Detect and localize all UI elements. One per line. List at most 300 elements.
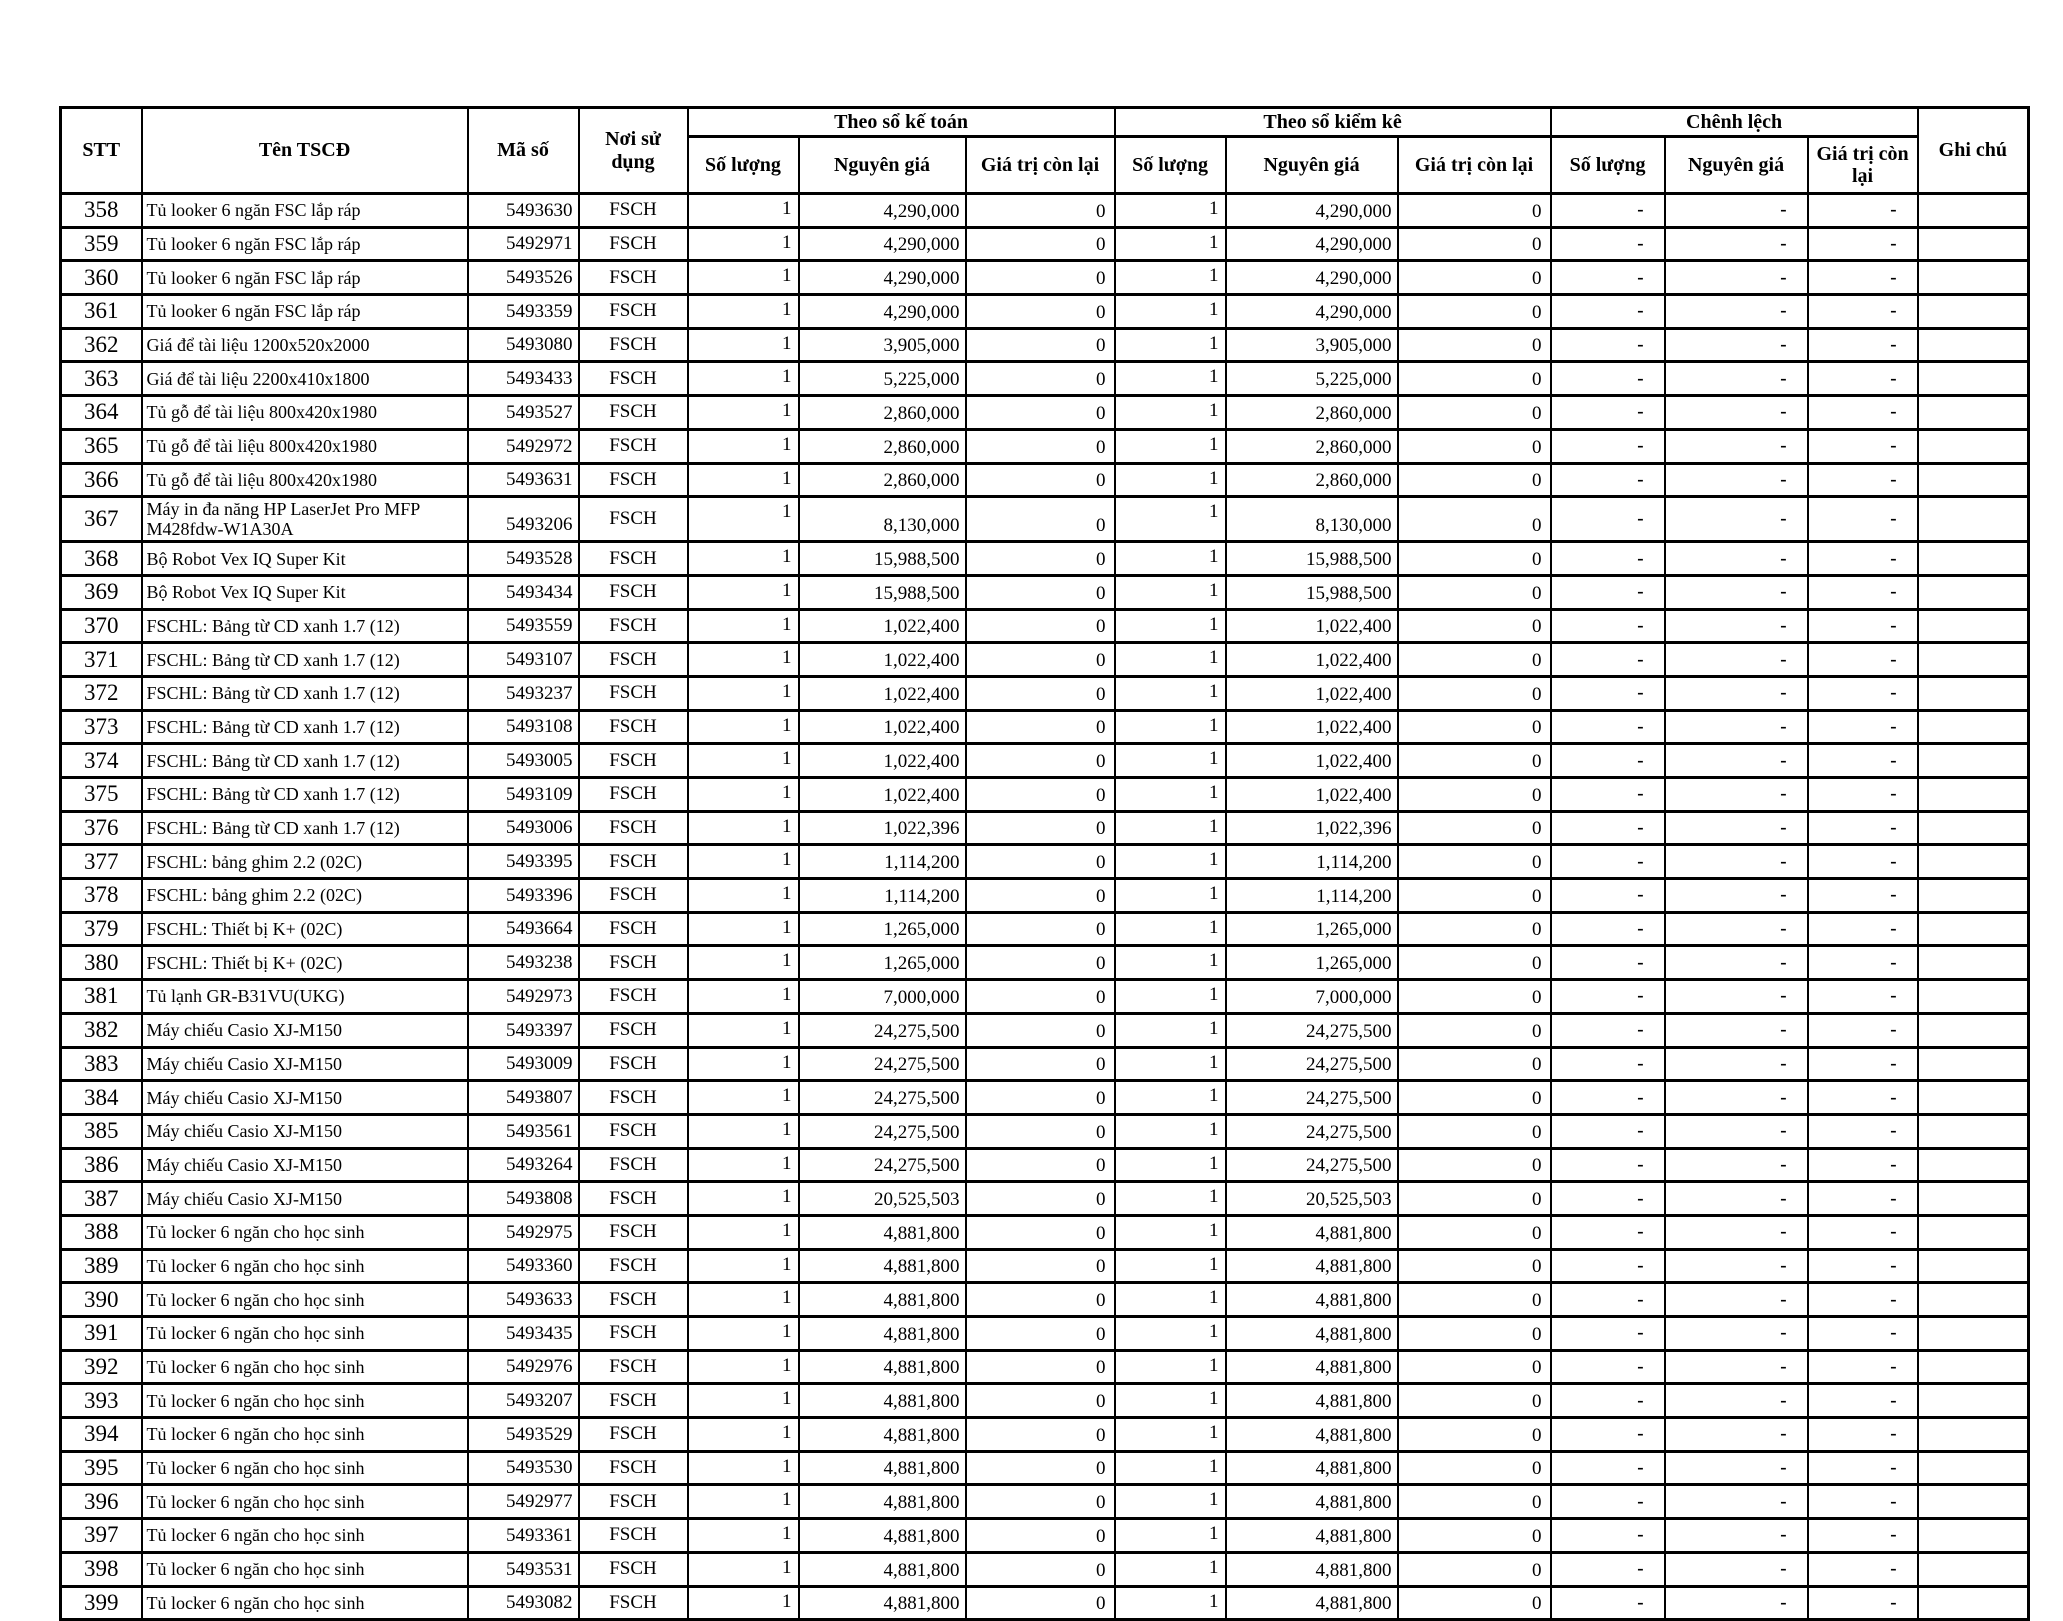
cell-ghi-chu [1918, 1552, 2029, 1586]
cell-ghi-chu [1918, 811, 2029, 845]
table-row [61, 643, 2029, 677]
cell-gia-tri-con-lai-kiem-ke: 0 [1398, 1552, 1551, 1586]
cell-so-luong-chenh-lech: - [1551, 1384, 1665, 1418]
cell-so-luong-kiem-ke: 1 [1115, 542, 1226, 576]
cell-nguyen-gia-chenh-lech: - [1665, 744, 1808, 778]
cell-so-luong-chenh-lech: - [1551, 362, 1665, 396]
cell-ghi-chu [1918, 429, 2029, 463]
cell-gia-tri-con-lai-kiem-ke: 0 [1398, 1451, 1551, 1485]
cell-nguyen-gia-kiem-ke: 1,265,000 [1226, 946, 1398, 980]
cell-nguyen-gia-ke-toan: 5,225,000 [799, 362, 966, 396]
cell-so-luong-kiem-ke: 1 [1115, 676, 1226, 710]
cell-ghi-chu [1918, 643, 2029, 677]
cell-gia-tri-con-lai-ke-toan: 0 [966, 1350, 1115, 1384]
cell-gia-tri-con-lai-kiem-ke: 0 [1398, 1013, 1551, 1047]
cell-nguyen-gia-kiem-ke: 4,881,800 [1226, 1519, 1398, 1553]
cell-so-luong-kiem-ke: 1 [1115, 1519, 1226, 1553]
cell-ghi-chu [1918, 575, 2029, 609]
cell-nguyen-gia-chenh-lech: - [1665, 295, 1808, 329]
cell-nguyen-gia-kiem-ke: 20,525,503 [1226, 1182, 1398, 1216]
cell-gia-tri-con-lai-kiem-ke: 0 [1398, 946, 1551, 980]
cell-so-luong-chenh-lech: - [1551, 1215, 1665, 1249]
cell-gia-tri-con-lai-chenh-lech: - [1808, 710, 1918, 744]
cell-so-luong-chenh-lech: - [1551, 227, 1665, 261]
cell-nguyen-gia-kiem-ke: 2,860,000 [1226, 429, 1398, 463]
cell-gia-tri-con-lai-chenh-lech: - [1808, 1317, 1918, 1351]
cell-so-luong-ke-toan: 1 [688, 1586, 799, 1620]
cell-so-luong-kiem-ke: 1 [1115, 845, 1226, 879]
cell-gia-tri-con-lai-ke-toan: 0 [966, 1485, 1115, 1519]
header-ten-tscd: Tên TSCĐ [142, 108, 468, 194]
cell-noi-su-dung: FSCH [579, 811, 688, 845]
cell-noi-su-dung: FSCH [579, 362, 688, 396]
cell-so-luong-ke-toan: 1 [688, 396, 799, 430]
cell-so-luong-kiem-ke: 1 [1115, 1215, 1226, 1249]
cell-stt: 360 [61, 261, 142, 295]
cell-gia-tri-con-lai-chenh-lech: - [1808, 1013, 1918, 1047]
cell-ma-so: 5493526 [468, 261, 579, 295]
cell-gia-tri-con-lai-kiem-ke: 0 [1398, 1317, 1551, 1351]
cell-nguyen-gia-chenh-lech: - [1665, 1586, 1808, 1620]
cell-ten-tscd: Tủ locker 6 ngăn cho học sinh [142, 1586, 468, 1620]
cell-nguyen-gia-kiem-ke: 4,881,800 [1226, 1249, 1398, 1283]
cell-ten-tscd: Tủ gỗ để tài liệu 800x420x1980 [142, 429, 468, 463]
cell-ghi-chu [1918, 912, 2029, 946]
cell-gia-tri-con-lai-chenh-lech: - [1808, 1485, 1918, 1519]
cell-gia-tri-con-lai-kiem-ke: 0 [1398, 1485, 1551, 1519]
cell-ma-so: 5492971 [468, 227, 579, 261]
cell-ghi-chu [1918, 609, 2029, 643]
cell-gia-tri-con-lai-chenh-lech: - [1808, 1081, 1918, 1115]
cell-nguyen-gia-ke-toan: 4,290,000 [799, 261, 966, 295]
cell-gia-tri-con-lai-ke-toan: 0 [966, 261, 1115, 295]
cell-nguyen-gia-ke-toan: 4,881,800 [799, 1283, 966, 1317]
cell-nguyen-gia-ke-toan: 24,275,500 [799, 1081, 966, 1115]
cell-stt: 378 [61, 879, 142, 913]
cell-ma-so: 5493006 [468, 811, 579, 845]
cell-ten-tscd: Tủ locker 6 ngăn cho học sinh [142, 1249, 468, 1283]
cell-nguyen-gia-ke-toan: 24,275,500 [799, 1114, 966, 1148]
cell-so-luong-chenh-lech: - [1551, 912, 1665, 946]
cell-noi-su-dung: FSCH [579, 1081, 688, 1115]
cell-ghi-chu [1918, 1114, 2029, 1148]
cell-ghi-chu [1918, 676, 2029, 710]
cell-noi-su-dung: FSCH [579, 643, 688, 677]
cell-nguyen-gia-ke-toan: 4,881,800 [799, 1586, 966, 1620]
table-row [61, 980, 2029, 1014]
cell-so-luong-ke-toan: 1 [688, 1451, 799, 1485]
cell-gia-tri-con-lai-ke-toan: 0 [966, 912, 1115, 946]
cell-ghi-chu [1918, 710, 2029, 744]
cell-nguyen-gia-ke-toan: 1,114,200 [799, 879, 966, 913]
table-row [61, 1418, 2029, 1452]
cell-gia-tri-con-lai-chenh-lech: - [1808, 912, 1918, 946]
cell-gia-tri-con-lai-chenh-lech: - [1808, 1451, 1918, 1485]
cell-nguyen-gia-ke-toan: 1,022,396 [799, 811, 966, 845]
cell-nguyen-gia-ke-toan: 4,881,800 [799, 1519, 966, 1553]
cell-nguyen-gia-ke-toan: 4,881,800 [799, 1418, 966, 1452]
cell-gia-tri-con-lai-ke-toan: 0 [966, 845, 1115, 879]
cell-ghi-chu [1918, 328, 2029, 362]
cell-noi-su-dung: FSCH [579, 227, 688, 261]
cell-noi-su-dung: FSCH [579, 295, 688, 329]
cell-nguyen-gia-kiem-ke: 4,881,800 [1226, 1215, 1398, 1249]
cell-nguyen-gia-chenh-lech: - [1665, 1081, 1808, 1115]
cell-stt: 385 [61, 1114, 142, 1148]
cell-noi-su-dung: FSCH [579, 1418, 688, 1452]
cell-ma-so: 5493207 [468, 1384, 579, 1418]
cell-ten-tscd: FSCHL: Bảng từ CD xanh 1.7 (12) [142, 710, 468, 744]
cell-ten-tscd: FSCHL: bảng ghim 2.2 (02C) [142, 845, 468, 879]
cell-so-luong-ke-toan: 1 [688, 497, 799, 542]
cell-so-luong-chenh-lech: - [1551, 1283, 1665, 1317]
cell-so-luong-kiem-ke: 1 [1115, 227, 1226, 261]
cell-stt: 391 [61, 1317, 142, 1351]
cell-ten-tscd: Máy chiếu Casio XJ-M150 [142, 1081, 468, 1115]
cell-gia-tri-con-lai-ke-toan: 0 [966, 1317, 1115, 1351]
cell-ghi-chu [1918, 1249, 2029, 1283]
cell-ten-tscd: FSCHL: Bảng từ CD xanh 1.7 (12) [142, 778, 468, 812]
cell-so-luong-ke-toan: 1 [688, 676, 799, 710]
cell-noi-su-dung: FSCH [579, 609, 688, 643]
table-row [61, 328, 2029, 362]
cell-ten-tscd: Tủ locker 6 ngăn cho học sinh [142, 1350, 468, 1384]
cell-nguyen-gia-chenh-lech: - [1665, 1249, 1808, 1283]
cell-so-luong-ke-toan: 1 [688, 463, 799, 497]
cell-gia-tri-con-lai-ke-toan: 0 [966, 362, 1115, 396]
cell-so-luong-chenh-lech: - [1551, 710, 1665, 744]
cell-so-luong-ke-toan: 1 [688, 879, 799, 913]
cell-stt: 373 [61, 710, 142, 744]
cell-gia-tri-con-lai-ke-toan: 0 [966, 497, 1115, 542]
cell-so-luong-chenh-lech: - [1551, 676, 1665, 710]
cell-ten-tscd: FSCHL: Bảng từ CD xanh 1.7 (12) [142, 811, 468, 845]
cell-nguyen-gia-ke-toan: 4,881,800 [799, 1451, 966, 1485]
header-nguyen-gia-kiem-ke: Nguyên giá [1226, 137, 1398, 194]
cell-gia-tri-con-lai-kiem-ke: 0 [1398, 643, 1551, 677]
cell-ghi-chu [1918, 1519, 2029, 1553]
cell-so-luong-ke-toan: 1 [688, 1148, 799, 1182]
cell-gia-tri-con-lai-ke-toan: 0 [966, 1586, 1115, 1620]
cell-noi-su-dung: FSCH [579, 845, 688, 879]
cell-so-luong-kiem-ke: 1 [1115, 912, 1226, 946]
cell-ma-so: 5493527 [468, 396, 579, 430]
cell-gia-tri-con-lai-kiem-ke: 0 [1398, 1283, 1551, 1317]
cell-stt: 364 [61, 396, 142, 430]
cell-gia-tri-con-lai-chenh-lech: - [1808, 396, 1918, 430]
cell-ten-tscd: Giá để tài liệu 1200x520x2000 [142, 328, 468, 362]
cell-nguyen-gia-chenh-lech: - [1665, 912, 1808, 946]
cell-so-luong-ke-toan: 1 [688, 362, 799, 396]
cell-so-luong-kiem-ke: 1 [1115, 1552, 1226, 1586]
cell-ma-so: 5493080 [468, 328, 579, 362]
cell-noi-su-dung: FSCH [579, 463, 688, 497]
cell-noi-su-dung: FSCH [579, 328, 688, 362]
header-group-theo-so-ke-toan: Theo sổ kế toán [688, 108, 1115, 137]
cell-so-luong-kiem-ke: 1 [1115, 1047, 1226, 1081]
cell-so-luong-kiem-ke: 1 [1115, 1182, 1226, 1216]
cell-gia-tri-con-lai-ke-toan: 0 [966, 643, 1115, 677]
cell-ghi-chu [1918, 261, 2029, 295]
cell-gia-tri-con-lai-kiem-ke: 0 [1398, 429, 1551, 463]
cell-noi-su-dung: FSCH [579, 429, 688, 463]
cell-so-luong-ke-toan: 1 [688, 980, 799, 1014]
cell-nguyen-gia-kiem-ke: 4,881,800 [1226, 1317, 1398, 1351]
cell-nguyen-gia-ke-toan: 4,881,800 [799, 1552, 966, 1586]
cell-gia-tri-con-lai-chenh-lech: - [1808, 1047, 1918, 1081]
cell-gia-tri-con-lai-chenh-lech: - [1808, 1552, 1918, 1586]
cell-nguyen-gia-chenh-lech: - [1665, 811, 1808, 845]
cell-ma-so: 5493633 [468, 1283, 579, 1317]
cell-nguyen-gia-chenh-lech: - [1665, 845, 1808, 879]
cell-so-luong-kiem-ke: 1 [1115, 497, 1226, 542]
cell-so-luong-ke-toan: 1 [688, 1552, 799, 1586]
table-row [61, 1317, 2029, 1351]
cell-gia-tri-con-lai-chenh-lech: - [1808, 1148, 1918, 1182]
cell-gia-tri-con-lai-chenh-lech: - [1808, 1215, 1918, 1249]
cell-gia-tri-con-lai-kiem-ke: 0 [1398, 980, 1551, 1014]
cell-stt: 381 [61, 980, 142, 1014]
cell-so-luong-ke-toan: 1 [688, 643, 799, 677]
table-row [61, 227, 2029, 261]
cell-nguyen-gia-ke-toan: 4,290,000 [799, 295, 966, 329]
table-row [61, 946, 2029, 980]
cell-noi-su-dung: FSCH [579, 542, 688, 576]
cell-nguyen-gia-chenh-lech: - [1665, 676, 1808, 710]
cell-nguyen-gia-chenh-lech: - [1665, 1283, 1808, 1317]
cell-so-luong-kiem-ke: 1 [1115, 1283, 1226, 1317]
cell-ma-so: 5493664 [468, 912, 579, 946]
cell-nguyen-gia-chenh-lech: - [1665, 1182, 1808, 1216]
cell-ten-tscd: Bộ Robot Vex IQ Super Kit [142, 542, 468, 576]
cell-so-luong-ke-toan: 1 [688, 778, 799, 812]
table-row [61, 879, 2029, 913]
cell-so-luong-kiem-ke: 1 [1115, 778, 1226, 812]
cell-gia-tri-con-lai-kiem-ke: 0 [1398, 1350, 1551, 1384]
cell-nguyen-gia-chenh-lech: - [1665, 1418, 1808, 1452]
cell-ghi-chu [1918, 1451, 2029, 1485]
table-row [61, 845, 2029, 879]
cell-nguyen-gia-kiem-ke: 1,265,000 [1226, 912, 1398, 946]
cell-ten-tscd: Giá để tài liệu 2200x410x1800 [142, 362, 468, 396]
cell-so-luong-ke-toan: 1 [688, 1013, 799, 1047]
cell-nguyen-gia-kiem-ke: 24,275,500 [1226, 1013, 1398, 1047]
table-row [61, 1586, 2029, 1620]
cell-nguyen-gia-chenh-lech: - [1665, 497, 1808, 542]
table-row [61, 710, 2029, 744]
cell-gia-tri-con-lai-chenh-lech: - [1808, 295, 1918, 329]
cell-so-luong-ke-toan: 1 [688, 1249, 799, 1283]
cell-ten-tscd: Máy chiếu Casio XJ-M150 [142, 1148, 468, 1182]
cell-so-luong-chenh-lech: - [1551, 463, 1665, 497]
cell-noi-su-dung: FSCH [579, 497, 688, 542]
cell-so-luong-ke-toan: 1 [688, 1485, 799, 1519]
cell-gia-tri-con-lai-chenh-lech: - [1808, 362, 1918, 396]
cell-ma-so: 5493108 [468, 710, 579, 744]
cell-gia-tri-con-lai-kiem-ke: 0 [1398, 1418, 1551, 1452]
cell-nguyen-gia-chenh-lech: - [1665, 710, 1808, 744]
cell-nguyen-gia-chenh-lech: - [1665, 609, 1808, 643]
cell-stt: 379 [61, 912, 142, 946]
cell-gia-tri-con-lai-chenh-lech: - [1808, 227, 1918, 261]
cell-gia-tri-con-lai-chenh-lech: - [1808, 676, 1918, 710]
cell-gia-tri-con-lai-ke-toan: 0 [966, 429, 1115, 463]
cell-gia-tri-con-lai-kiem-ke: 0 [1398, 497, 1551, 542]
cell-so-luong-chenh-lech: - [1551, 1552, 1665, 1586]
cell-ten-tscd: Tủ locker 6 ngăn cho học sinh [142, 1485, 468, 1519]
cell-gia-tri-con-lai-kiem-ke: 0 [1398, 811, 1551, 845]
header-group-row [61, 108, 2029, 137]
cell-gia-tri-con-lai-kiem-ke: 0 [1398, 778, 1551, 812]
cell-so-luong-chenh-lech: - [1551, 1047, 1665, 1081]
cell-ghi-chu [1918, 980, 2029, 1014]
cell-nguyen-gia-kiem-ke: 2,860,000 [1226, 463, 1398, 497]
cell-noi-su-dung: FSCH [579, 1215, 688, 1249]
cell-nguyen-gia-kiem-ke: 1,022,400 [1226, 778, 1398, 812]
cell-gia-tri-con-lai-chenh-lech: - [1808, 609, 1918, 643]
cell-nguyen-gia-ke-toan: 4,881,800 [799, 1384, 966, 1418]
cell-gia-tri-con-lai-kiem-ke: 0 [1398, 609, 1551, 643]
cell-nguyen-gia-chenh-lech: - [1665, 542, 1808, 576]
cell-gia-tri-con-lai-ke-toan: 0 [966, 609, 1115, 643]
cell-noi-su-dung: FSCH [579, 778, 688, 812]
cell-stt: 375 [61, 778, 142, 812]
table-header [61, 108, 2029, 194]
cell-so-luong-chenh-lech: - [1551, 542, 1665, 576]
table-row [61, 1451, 2029, 1485]
cell-gia-tri-con-lai-ke-toan: 0 [966, 811, 1115, 845]
cell-gia-tri-con-lai-ke-toan: 0 [966, 1552, 1115, 1586]
cell-so-luong-chenh-lech: - [1551, 295, 1665, 329]
cell-so-luong-kiem-ke: 1 [1115, 1350, 1226, 1384]
header-gia-tri-con-lai-chenh-lech: Giá trị còn lại [1808, 137, 1918, 194]
table-row [61, 609, 2029, 643]
cell-ten-tscd: Tủ locker 6 ngăn cho học sinh [142, 1418, 468, 1452]
cell-stt: 387 [61, 1182, 142, 1216]
cell-gia-tri-con-lai-chenh-lech: - [1808, 879, 1918, 913]
cell-ma-so: 5493005 [468, 744, 579, 778]
cell-gia-tri-con-lai-ke-toan: 0 [966, 1384, 1115, 1418]
cell-gia-tri-con-lai-kiem-ke: 0 [1398, 1114, 1551, 1148]
cell-stt: 398 [61, 1552, 142, 1586]
cell-ma-so: 5493435 [468, 1317, 579, 1351]
cell-so-luong-chenh-lech: - [1551, 811, 1665, 845]
cell-gia-tri-con-lai-ke-toan: 0 [966, 676, 1115, 710]
cell-gia-tri-con-lai-chenh-lech: - [1808, 261, 1918, 295]
cell-nguyen-gia-kiem-ke: 8,130,000 [1226, 497, 1398, 542]
table-row [61, 542, 2029, 576]
cell-gia-tri-con-lai-kiem-ke: 0 [1398, 1047, 1551, 1081]
cell-so-luong-chenh-lech: - [1551, 1418, 1665, 1452]
cell-so-luong-chenh-lech: - [1551, 261, 1665, 295]
cell-so-luong-kiem-ke: 1 [1115, 811, 1226, 845]
cell-ma-so: 5493109 [468, 778, 579, 812]
cell-stt: 359 [61, 227, 142, 261]
cell-stt: 396 [61, 1485, 142, 1519]
cell-nguyen-gia-ke-toan: 4,881,800 [799, 1485, 966, 1519]
cell-nguyen-gia-kiem-ke: 15,988,500 [1226, 575, 1398, 609]
cell-ma-so: 5493631 [468, 463, 579, 497]
cell-ma-so: 5493397 [468, 1013, 579, 1047]
cell-ghi-chu [1918, 227, 2029, 261]
cell-nguyen-gia-ke-toan: 3,905,000 [799, 328, 966, 362]
cell-ten-tscd: FSCHL: Bảng từ CD xanh 1.7 (12) [142, 609, 468, 643]
cell-gia-tri-con-lai-ke-toan: 0 [966, 1249, 1115, 1283]
cell-gia-tri-con-lai-kiem-ke: 0 [1398, 744, 1551, 778]
header-group-theo-so-kiem-ke: Theo sổ kiểm kê [1115, 108, 1551, 137]
cell-so-luong-kiem-ke: 1 [1115, 463, 1226, 497]
cell-nguyen-gia-chenh-lech: - [1665, 261, 1808, 295]
cell-gia-tri-con-lai-ke-toan: 0 [966, 1283, 1115, 1317]
cell-nguyen-gia-chenh-lech: - [1665, 1552, 1808, 1586]
cell-so-luong-chenh-lech: - [1551, 328, 1665, 362]
cell-so-luong-kiem-ke: 1 [1115, 1148, 1226, 1182]
cell-so-luong-chenh-lech: - [1551, 1148, 1665, 1182]
cell-nguyen-gia-kiem-ke: 4,881,800 [1226, 1350, 1398, 1384]
header-gia-tri-con-lai-kiem-ke: Giá trị còn lại [1398, 137, 1551, 194]
cell-nguyen-gia-kiem-ke: 1,022,400 [1226, 744, 1398, 778]
cell-gia-tri-con-lai-chenh-lech: - [1808, 497, 1918, 542]
cell-stt: 358 [61, 194, 142, 228]
cell-so-luong-chenh-lech: - [1551, 980, 1665, 1014]
cell-gia-tri-con-lai-chenh-lech: - [1808, 1418, 1918, 1452]
cell-gia-tri-con-lai-kiem-ke: 0 [1398, 396, 1551, 430]
table-row [61, 1114, 2029, 1148]
cell-gia-tri-con-lai-ke-toan: 0 [966, 744, 1115, 778]
cell-so-luong-ke-toan: 1 [688, 1519, 799, 1553]
header-ghi-chu: Ghi chú [1918, 108, 2029, 194]
cell-gia-tri-con-lai-ke-toan: 0 [966, 295, 1115, 329]
cell-nguyen-gia-ke-toan: 15,988,500 [799, 542, 966, 576]
cell-so-luong-kiem-ke: 1 [1115, 1451, 1226, 1485]
cell-so-luong-chenh-lech: - [1551, 396, 1665, 430]
cell-gia-tri-con-lai-kiem-ke: 0 [1398, 575, 1551, 609]
cell-gia-tri-con-lai-chenh-lech: - [1808, 811, 1918, 845]
cell-stt: 372 [61, 676, 142, 710]
cell-gia-tri-con-lai-kiem-ke: 0 [1398, 1519, 1551, 1553]
cell-ghi-chu [1918, 1081, 2029, 1115]
cell-noi-su-dung: FSCH [579, 1485, 688, 1519]
cell-nguyen-gia-kiem-ke: 4,290,000 [1226, 295, 1398, 329]
cell-so-luong-ke-toan: 1 [688, 845, 799, 879]
cell-nguyen-gia-chenh-lech: - [1665, 1047, 1808, 1081]
cell-stt: 395 [61, 1451, 142, 1485]
cell-stt: 361 [61, 295, 142, 329]
cell-noi-su-dung: FSCH [579, 1384, 688, 1418]
cell-nguyen-gia-kiem-ke: 1,114,200 [1226, 879, 1398, 913]
table-row [61, 1148, 2029, 1182]
cell-nguyen-gia-ke-toan: 1,022,400 [799, 744, 966, 778]
cell-nguyen-gia-ke-toan: 4,881,800 [799, 1215, 966, 1249]
cell-so-luong-chenh-lech: - [1551, 1114, 1665, 1148]
cell-noi-su-dung: FSCH [579, 1249, 688, 1283]
cell-ten-tscd: FSCHL: Bảng từ CD xanh 1.7 (12) [142, 744, 468, 778]
cell-gia-tri-con-lai-chenh-lech: - [1808, 643, 1918, 677]
cell-stt: 393 [61, 1384, 142, 1418]
cell-nguyen-gia-kiem-ke: 4,881,800 [1226, 1586, 1398, 1620]
cell-nguyen-gia-kiem-ke: 4,881,800 [1226, 1485, 1398, 1519]
cell-ma-so: 5493807 [468, 1081, 579, 1115]
cell-so-luong-ke-toan: 1 [688, 1317, 799, 1351]
cell-ghi-chu [1918, 396, 2029, 430]
cell-so-luong-kiem-ke: 1 [1115, 710, 1226, 744]
cell-stt: 389 [61, 1249, 142, 1283]
cell-nguyen-gia-kiem-ke: 24,275,500 [1226, 1047, 1398, 1081]
table-row [61, 1182, 2029, 1216]
cell-ghi-chu [1918, 1586, 2029, 1620]
cell-gia-tri-con-lai-ke-toan: 0 [966, 227, 1115, 261]
cell-gia-tri-con-lai-chenh-lech: - [1808, 328, 1918, 362]
